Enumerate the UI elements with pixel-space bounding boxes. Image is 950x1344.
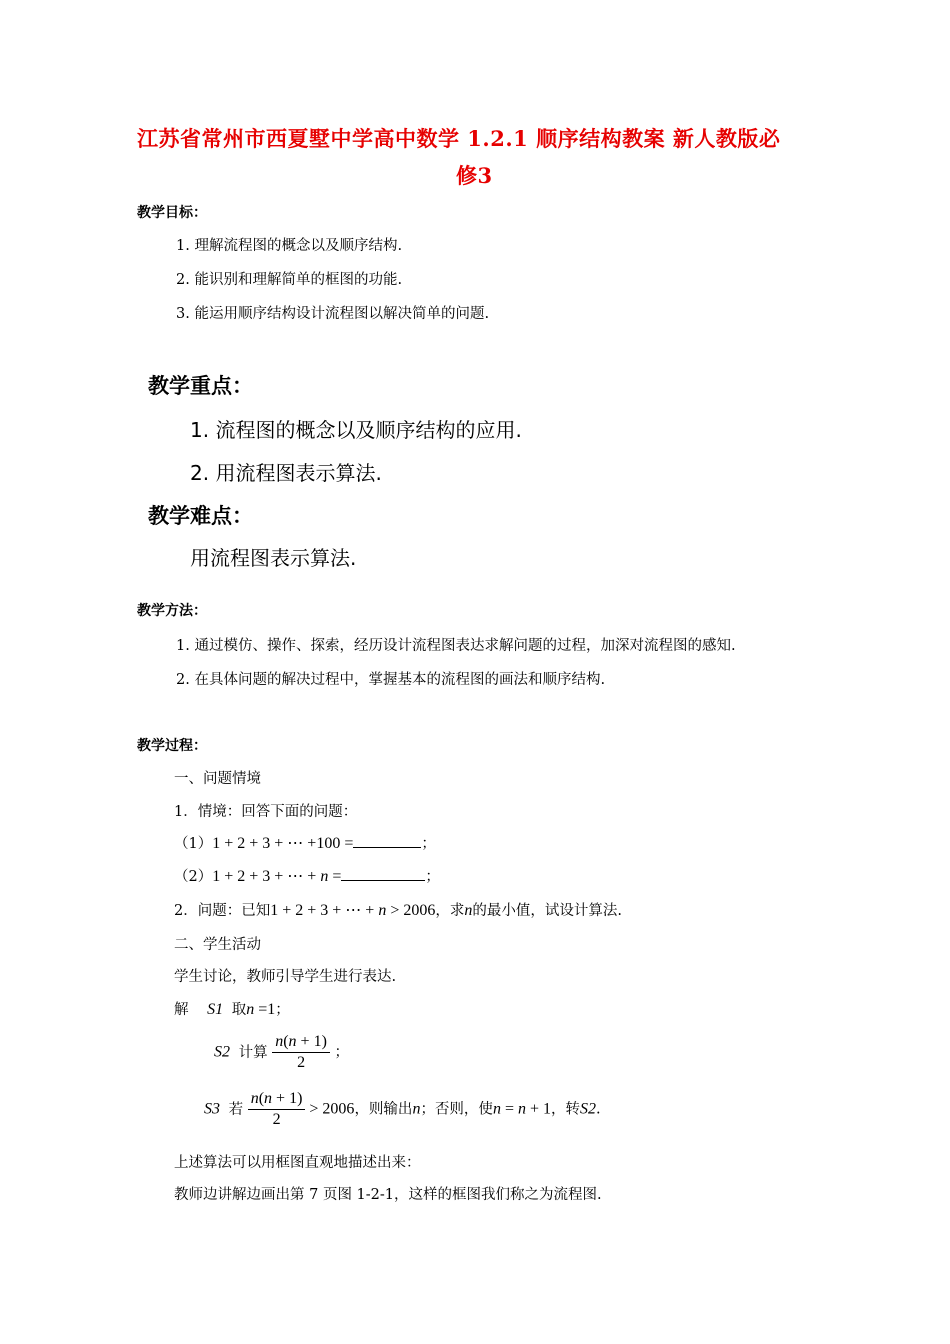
- question-1-label: （1）: [174, 836, 213, 852]
- step-3-else-text: ；否则，使: [420, 1101, 493, 1118]
- problem-n: n: [378, 902, 387, 919]
- step-3-end: .: [596, 1101, 601, 1118]
- problem-expression-b: > 2006: [386, 902, 436, 919]
- document-title-line2: 修3: [456, 163, 493, 188]
- solution-step-1: [174, 998, 290, 1019]
- step-1-n: n: [246, 1001, 255, 1018]
- question-1: [174, 832, 436, 853]
- fraction-denominator: 2: [297, 1054, 306, 1071]
- problem-label: 2．问题：已知: [174, 903, 271, 919]
- problem-n-2: n: [464, 902, 473, 919]
- step-3-text: 若: [228, 1101, 244, 1118]
- step-2-label: S2: [214, 1043, 230, 1061]
- question-1-expression: 1 + 2 + 3 + ⋯ +100 =: [212, 835, 354, 852]
- step-3-goto-text: ，转: [551, 1101, 580, 1118]
- step-3-comparison: > 2006: [305, 1100, 355, 1118]
- difficulties-text: 用流程图表示算法.: [190, 546, 357, 570]
- question-2-label: （2）: [174, 869, 213, 885]
- step-2-text: 计算: [238, 1044, 268, 1061]
- step-3-goto-target: S2: [580, 1100, 596, 1118]
- difficulties-heading: 教学难点：: [148, 504, 253, 528]
- step-2-end: ；: [334, 1044, 350, 1061]
- question-1-end: ；: [421, 836, 436, 852]
- section-student-activity: 二、学生活动: [174, 937, 261, 953]
- step-3-fraction: [248, 1089, 306, 1130]
- question-2-expression-b: =: [328, 868, 342, 885]
- fraction-numerator: n(n + 1): [272, 1032, 330, 1053]
- question-1-blank: [353, 833, 421, 848]
- methods-item-2: 2. 在具体问题的解决过程中，掌握基本的流程图的画法和顺序结构.: [176, 672, 606, 688]
- key-points-item-2: 2. 用流程图表示算法.: [190, 461, 382, 485]
- goals-item-2: 2. 能识别和理解简单的框图的功能.: [176, 272, 403, 288]
- discussion-text: 学生讨论，教师引导学生进行表达.: [174, 969, 397, 985]
- key-points-heading: 教学重点：: [148, 374, 253, 398]
- step-1-end: ；: [275, 1002, 290, 1018]
- solution-step-2: [214, 1032, 349, 1073]
- step-3-equals: =: [500, 1100, 518, 1118]
- step-3-output-text: ，则输出: [354, 1101, 413, 1118]
- summary-line-2: 教师边讲解边画出第 7 页图 1-2-1，这样的框图我们称之为流程图.: [174, 1187, 602, 1203]
- summary-line-1: 上述算法可以用框图直观地描述出来：: [174, 1155, 421, 1171]
- solution-step-3: [204, 1089, 601, 1130]
- section-problem-situation: 一、问题情境: [174, 771, 261, 787]
- goals-item-1: 1. 理解流程图的概念以及顺序结构.: [176, 238, 403, 254]
- methods-item-1: 1. 通过模仿、操作、探索，经历设计流程图表达求解问题的过程，加深对流程图的感知.: [176, 638, 736, 654]
- question-2-n: n: [320, 868, 329, 885]
- fraction-denominator: 2: [272, 1111, 281, 1128]
- step-1-expression: =1: [254, 1001, 276, 1018]
- question-2: [174, 865, 440, 886]
- goals-item-3: 3. 能运用顺序结构设计流程图以解决简单的问题.: [176, 306, 490, 322]
- question-2-expression-a: 1 + 2 + 3 + ⋯ +: [212, 868, 321, 885]
- problem-text-c: 的最小值，试设计算法.: [472, 903, 622, 919]
- situation-text: 1．情境：回答下面的问题：: [174, 804, 358, 820]
- fraction-numerator: n(n + 1): [248, 1089, 306, 1110]
- step-3-n-3: n: [517, 1100, 526, 1118]
- process-heading: 教学过程：: [137, 738, 207, 754]
- problem-text-b: ，求: [435, 903, 465, 919]
- problem-expression-a: 1 + 2 + 3 + ⋯ +: [270, 902, 379, 919]
- step-1-text: 取: [231, 1002, 247, 1018]
- question-2-blank: [341, 866, 425, 881]
- step-3-n-2: n: [492, 1100, 501, 1118]
- question-2-end: ；: [425, 869, 440, 885]
- solution-label: 解: [174, 1002, 189, 1018]
- key-points-item-1: 1. 流程图的概念以及顺序结构的应用.: [190, 418, 522, 442]
- goals-heading: 教学目标：: [137, 205, 207, 221]
- step-1-label: S1: [207, 1001, 224, 1018]
- step-3-label: S3: [204, 1100, 220, 1118]
- problem-statement: [174, 899, 622, 920]
- step-3-plus-one: + 1: [525, 1100, 551, 1118]
- document-title-line1: 江苏省常州市西夏墅中学高中数学 1.2.1 顺序结构教案 新人教版必: [137, 126, 781, 151]
- step-3-n: n: [412, 1100, 421, 1118]
- step-2-fraction: [272, 1032, 330, 1073]
- methods-heading: 教学方法：: [137, 603, 207, 619]
